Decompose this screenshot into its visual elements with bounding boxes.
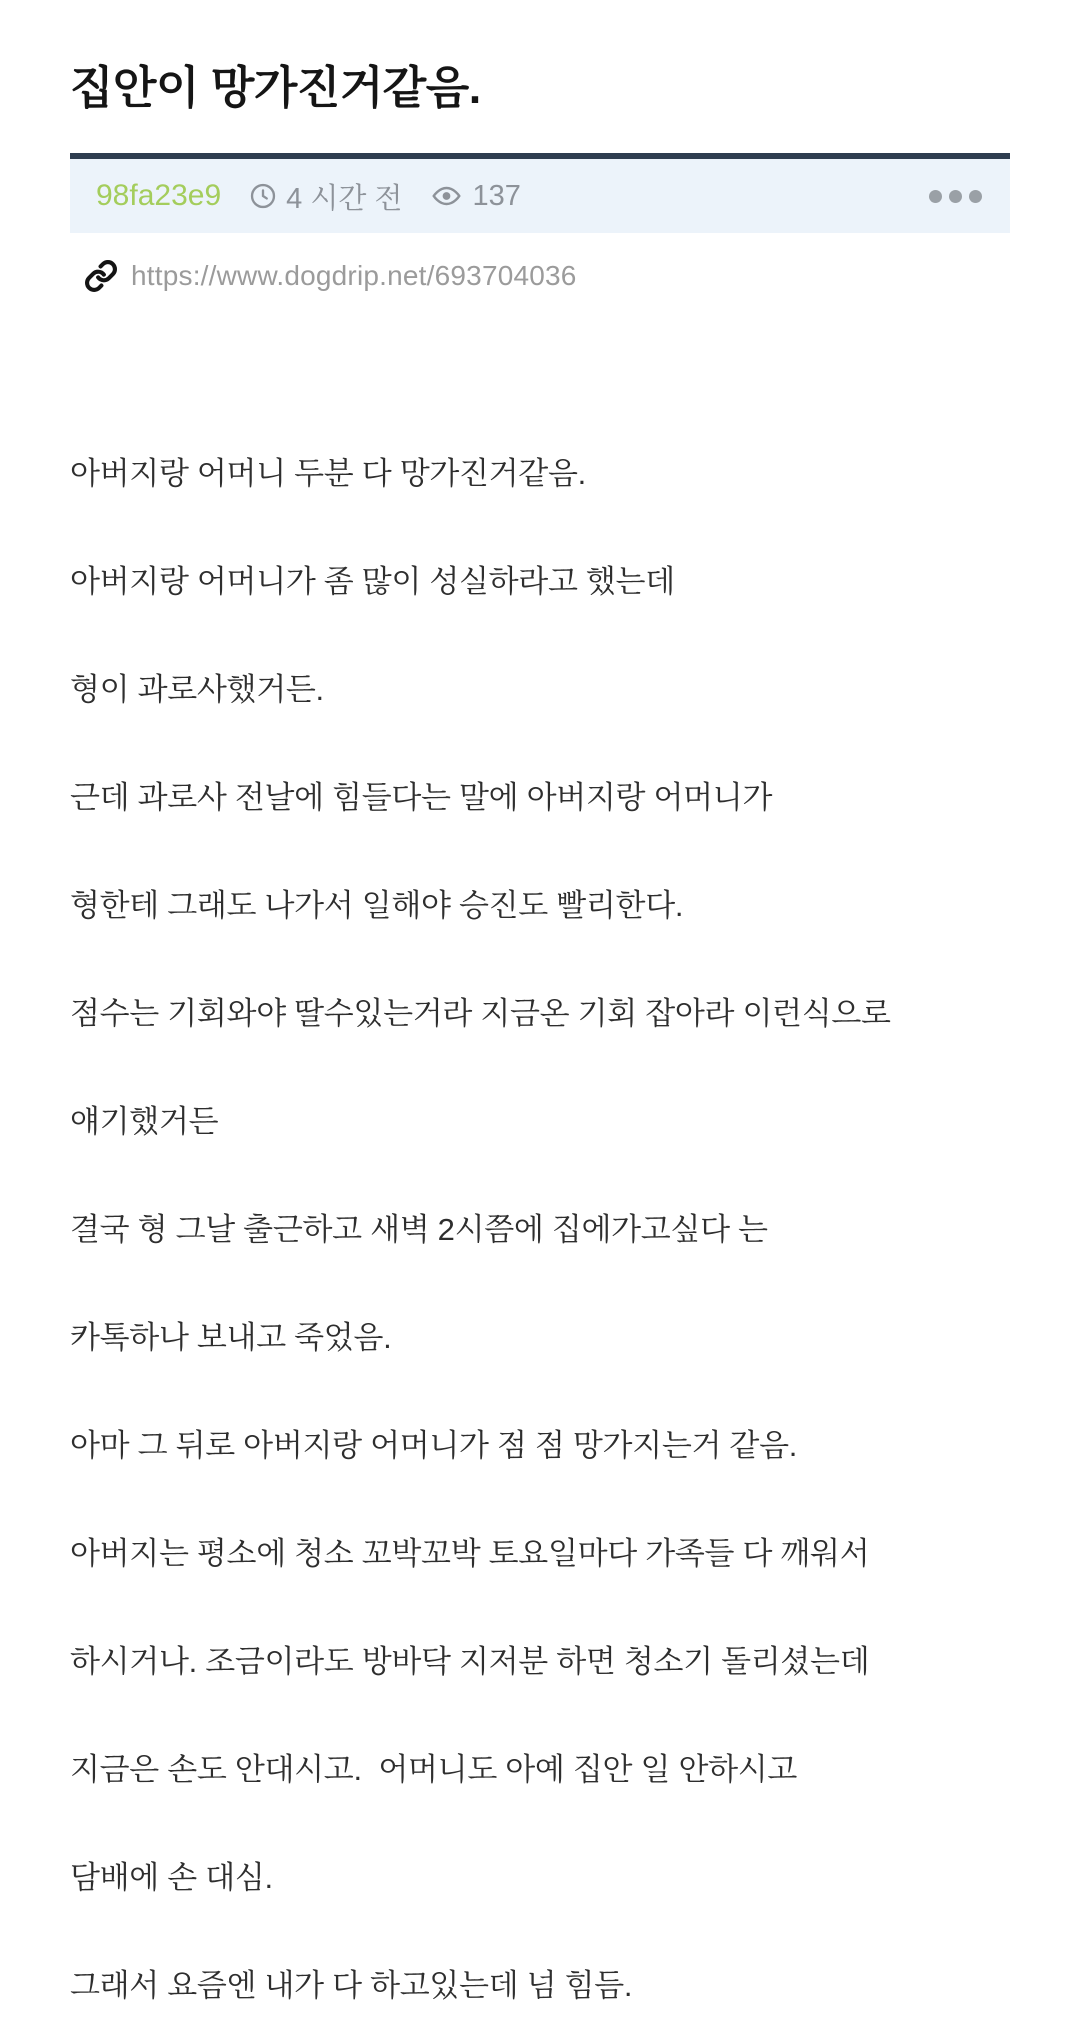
post-article — [70, 30, 1010, 2004]
post-body — [70, 456, 1010, 2004]
post-title: 집안이 망가진거같음. — [70, 62, 481, 114]
ellipsis-icon[interactable] — [927, 184, 984, 209]
body-paragraph: 결국 형 그날 출근하고 새벽 2시쯤에 집에가고싶다 는 — [70, 1212, 768, 1248]
clock-icon — [249, 182, 277, 210]
body-paragraph: 근데 과로사 전날에 힘들다는 말에 아버지랑 어머니가 — [70, 780, 773, 816]
post-meta-left — [96, 176, 521, 217]
body-paragraph: 형이 과로사했거든. — [70, 672, 324, 708]
body-paragraph: 하시거나. 조금이라도 방바닥 지저분 하면 청소기 돌리셨는데 — [70, 1644, 870, 1680]
body-paragraph: 형한테 그래도 나가서 일해야 승진도 빨리한다. — [70, 888, 684, 924]
source-url-text: https://www.dogdrip.net/693704036 — [131, 260, 577, 292]
author-name[interactable]: 98fa23e9 — [96, 179, 222, 213]
body-paragraph: 아버지랑 어머니가 좀 많이 성실하라고 했는데 — [70, 564, 675, 600]
body-paragraph: 담배에 손 대심. — [70, 1860, 273, 1896]
body-paragraph: 얘기했거든 — [70, 1104, 219, 1140]
body-paragraph: 아마 그 뒤로 아버지랑 어머니가 점 점 망가지는거 같음. — [70, 1428, 798, 1464]
body-paragraph: 점수는 기회와야 딸수있는거라 지금온 기회 잡아라 이런식으로 — [70, 996, 891, 1032]
body-paragraph: 그래서 요즘엔 내가 다 하고있는데 넘 힘듬. — [70, 1968, 633, 2004]
source-link[interactable] — [84, 259, 577, 293]
body-paragraph: 지금은 손도 안대시고. 어머니도 아예 집안 일 안하시고 — [70, 1752, 798, 1788]
link-icon — [84, 259, 118, 293]
post-view-count: 137 — [472, 179, 521, 212]
post-views-group — [430, 180, 520, 213]
body-paragraph: 아버지랑 어머니 두분 다 망가진거같음. — [70, 456, 586, 492]
body-paragraph: 카톡하나 보내고 죽었음. — [70, 1320, 392, 1356]
post-meta-bar — [70, 153, 1010, 233]
post-time-group — [249, 176, 402, 217]
eye-icon — [430, 181, 463, 211]
body-paragraph: 아버지는 평소에 청소 꼬박꼬박 토요일마다 가족들 다 깨워서 — [70, 1536, 870, 1572]
ellipsis-dot — [929, 190, 942, 203]
ellipsis-dot — [969, 190, 982, 203]
ellipsis-dot — [949, 190, 962, 203]
post-time-label: 4 시간 전 — [286, 182, 403, 215]
